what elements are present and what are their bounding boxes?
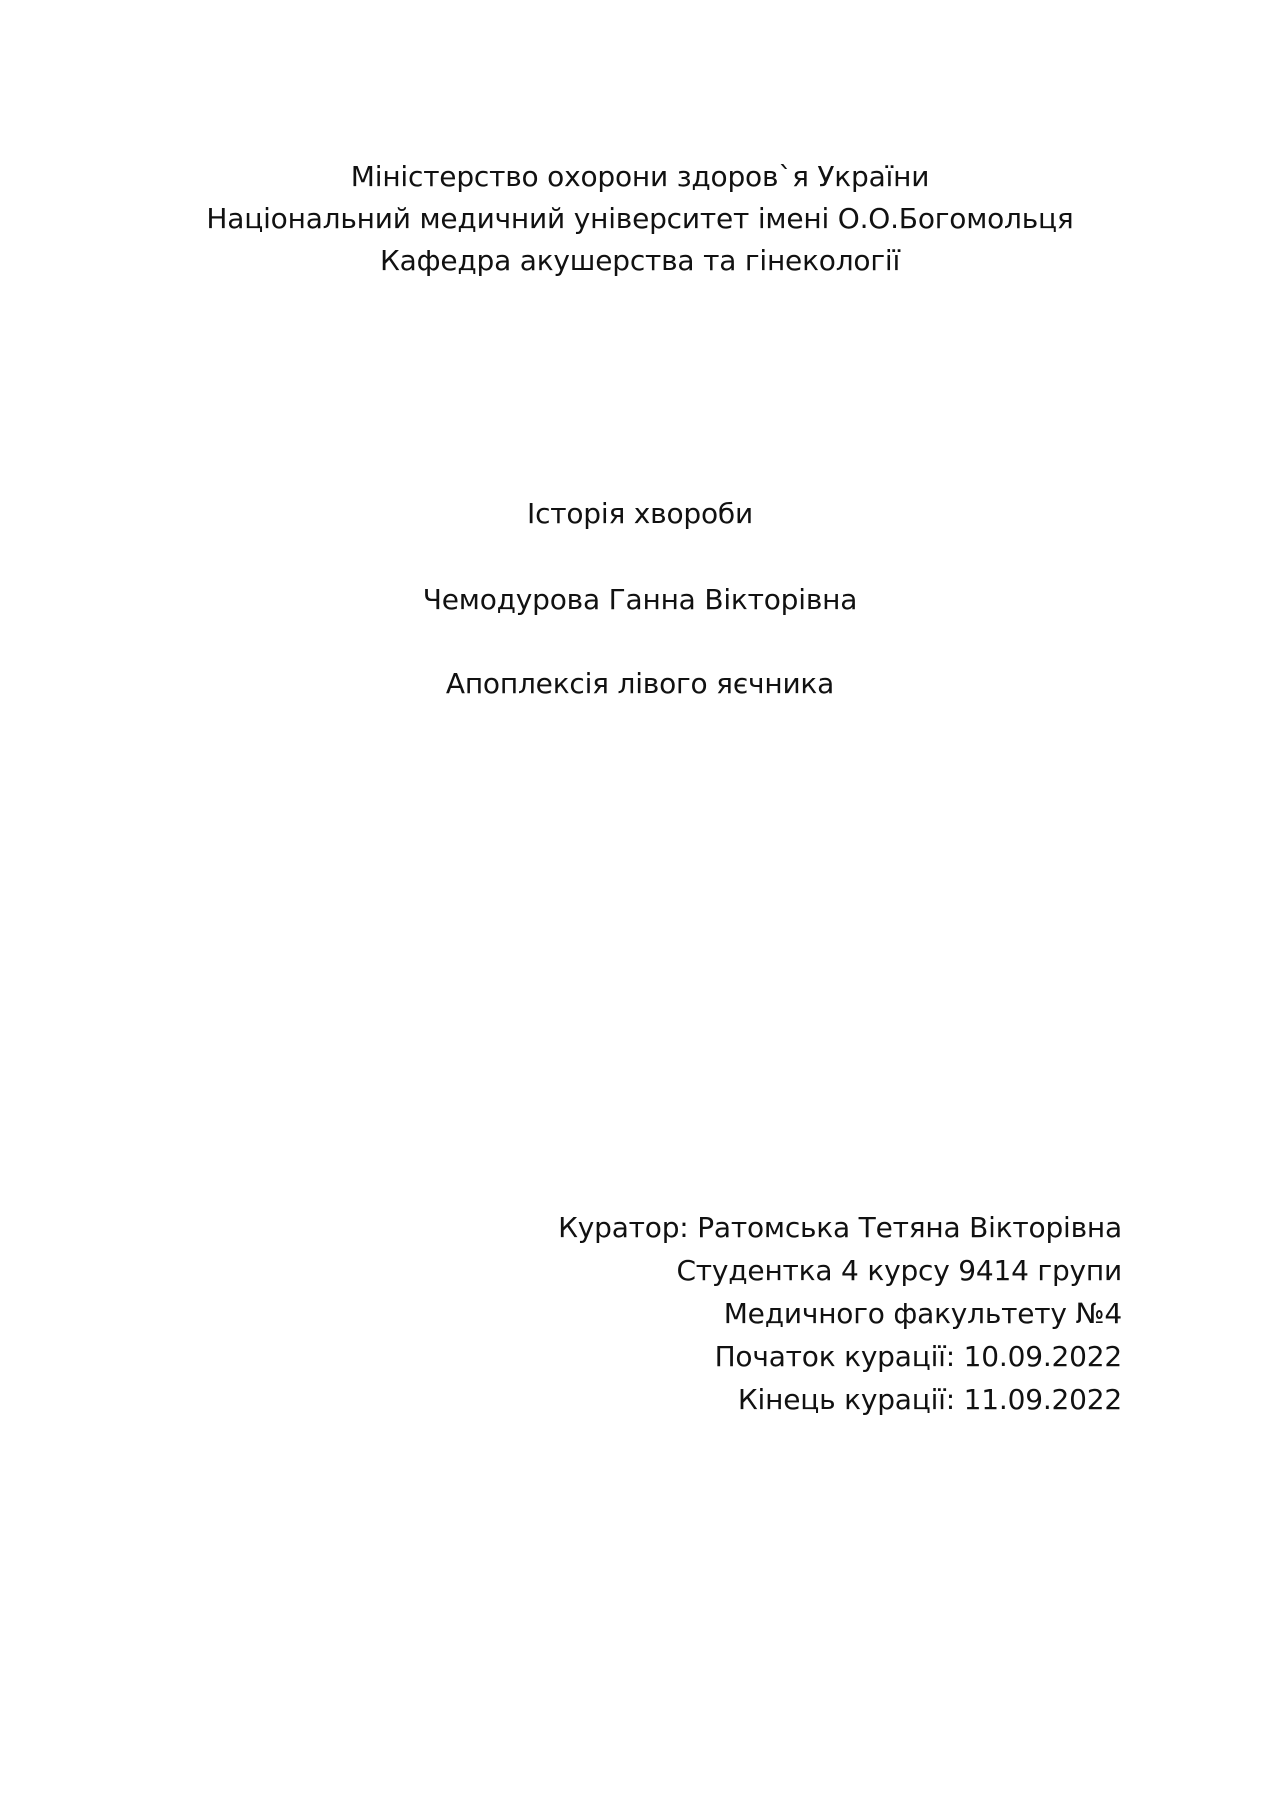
faculty-line: Медичного факультету №4: [723, 1297, 1122, 1330]
ministry-line: Міністерство охорони здоров`я України: [350, 160, 930, 193]
department-line: Кафедра акушерства та гінекології: [379, 244, 901, 277]
document-type-title: Історія хвороби: [527, 497, 753, 530]
diagnosis: Апоплексія лівого яєчника: [445, 667, 835, 700]
curation-end-line: Кінець курації: 11.09.2022: [737, 1383, 1122, 1416]
university-line: Національний медичний університет імені О.О.Богомольця: [206, 202, 1074, 235]
curator-info-block: [558, 1206, 1122, 1421]
patient-name: Чемодурова Ганна Вікторівна: [422, 583, 858, 616]
student-line: Студентка 4 курсу 9414 групи: [676, 1254, 1122, 1287]
curator-line: Куратор: Ратомська Тетяна Вікторівна: [558, 1211, 1122, 1244]
document-header: [0, 156, 1280, 282]
curation-start-line: Початок курації: 10.09.2022: [714, 1340, 1122, 1373]
